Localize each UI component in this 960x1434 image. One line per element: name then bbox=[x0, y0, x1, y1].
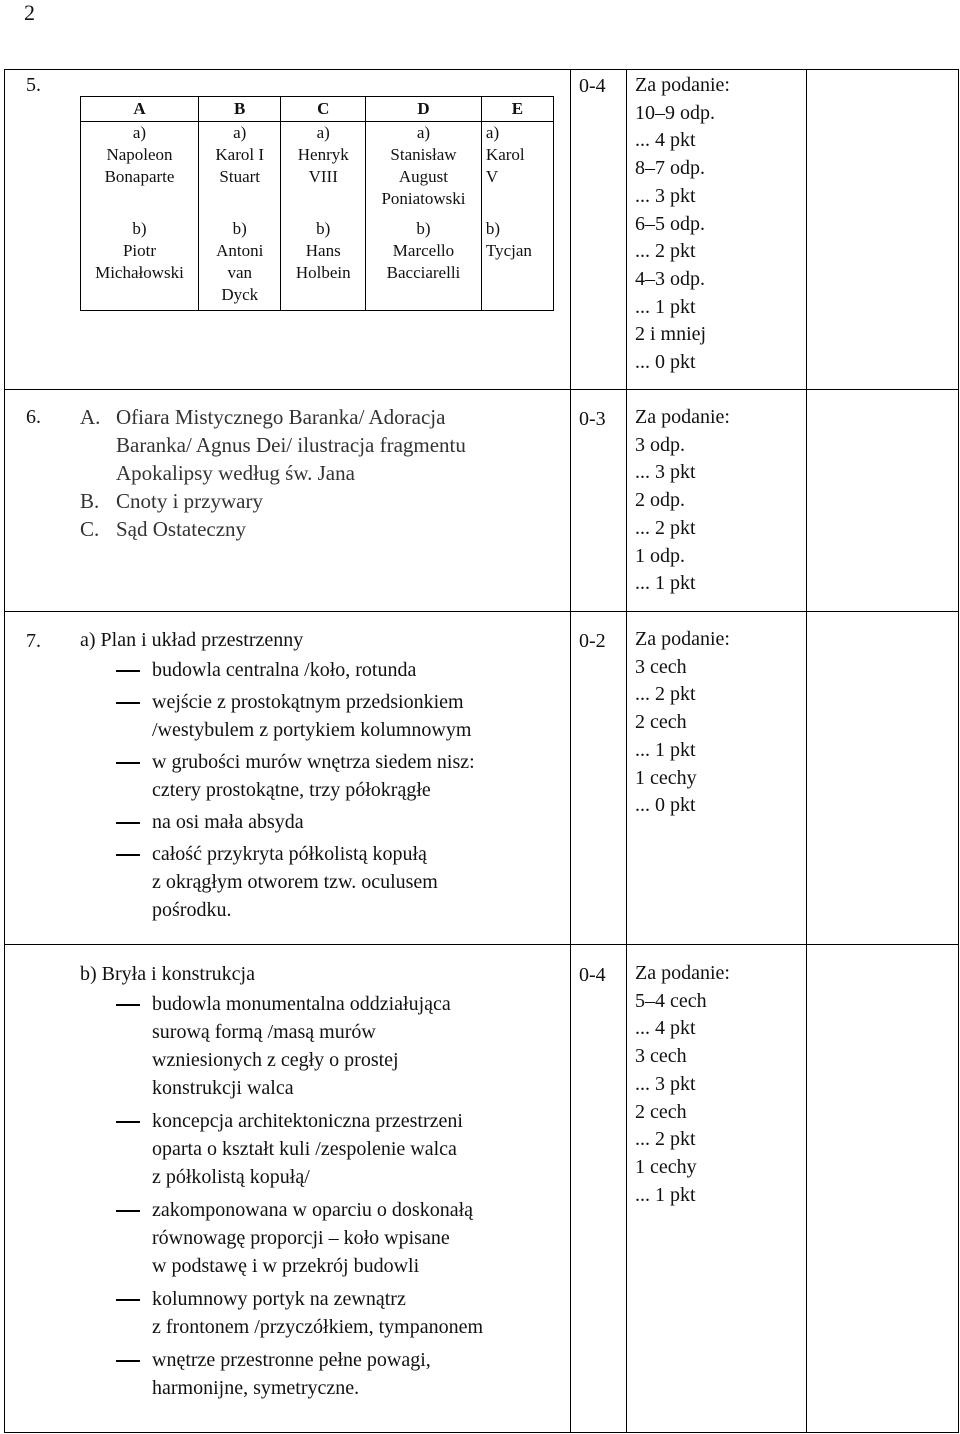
q7-part-a bbox=[80, 626, 475, 924]
criteria-line: 2 odp. bbox=[635, 489, 685, 512]
bullet-text: zakomponowana w oparciu o doskonałą równowagę proporcji – koło wpisane w podstawę i w przekrój budowli bbox=[152, 1199, 474, 1277]
q6-item-b bbox=[80, 487, 466, 515]
q5-matching-table bbox=[80, 96, 554, 311]
bullet-item bbox=[80, 1346, 483, 1402]
cell-text: b) Piotr Michałowski bbox=[95, 218, 184, 282]
criteria-line: 3 odp. bbox=[635, 433, 685, 456]
q5-points: 0-4 bbox=[579, 75, 606, 97]
criteria-line: 3 cech bbox=[635, 1045, 687, 1068]
bullet-text: na osi mała absyda bbox=[152, 811, 304, 833]
bullet-text: kolumnowy portyk na zewnątrz z frontonem /przyczółkiem, tympanonem bbox=[152, 1288, 484, 1338]
bullet-item bbox=[80, 1107, 483, 1191]
row-divider-3 bbox=[4, 944, 958, 945]
criteria-line: Za podanie: bbox=[635, 74, 730, 96]
criteria-line: ... 2 pkt bbox=[635, 1128, 696, 1151]
criteria-line: ... 1 pkt bbox=[635, 1183, 696, 1206]
dash-bullet bbox=[116, 822, 140, 824]
column-divider-2 bbox=[626, 69, 627, 1433]
criteria-line: 3 cech bbox=[635, 655, 687, 678]
criteria-line: ... 1 pkt bbox=[635, 572, 696, 595]
item-text: Cnoty i przywary bbox=[116, 489, 263, 513]
q5-cell-e-a bbox=[481, 122, 553, 214]
bullet-text: całość przykryta półkolistą kopułą z okrągłym otworem tzw. oculusem pośrodku. bbox=[152, 843, 438, 921]
q5-row-b bbox=[81, 214, 554, 311]
criteria-line: ... 1 pkt bbox=[635, 738, 696, 761]
question-7-number: 7. bbox=[26, 630, 41, 652]
item-label: C. bbox=[80, 517, 100, 541]
cell-text: a) Napoleon Bonaparte bbox=[104, 123, 175, 186]
criteria-line: 1 odp. bbox=[635, 544, 685, 567]
criteria-line: 2 cech bbox=[635, 1100, 687, 1123]
q5-header-b: B bbox=[198, 97, 280, 122]
item-text: Ofiara Mistycznego Baranka/ Adoracja Baranka/ Agnus Dei/ ilustracja fragmentu Apokalipsy według św. Jana bbox=[116, 405, 466, 485]
criteria-line: Za podanie: bbox=[635, 406, 730, 428]
bullet-text: wejście z prostokątnym przedsionkiem /westybulem z portykiem kolumnowym bbox=[152, 691, 472, 741]
question-6-number: 6. bbox=[26, 406, 41, 428]
item-text: Sąd Ostateczny bbox=[116, 517, 247, 541]
column-divider-3 bbox=[806, 69, 807, 1433]
criteria-line: ... 2 pkt bbox=[635, 240, 696, 263]
dash-bullet bbox=[116, 670, 140, 672]
bullet-item bbox=[80, 688, 475, 744]
q5-cell-e-b bbox=[481, 214, 553, 311]
criteria-line: Za podanie: bbox=[635, 628, 730, 650]
q5-cell-a-b bbox=[81, 214, 199, 311]
q5-header-e: E bbox=[481, 97, 553, 122]
q5-cell-c-a bbox=[281, 122, 366, 214]
criteria-line: 8–7 odp. bbox=[635, 157, 705, 180]
dash-bullet bbox=[116, 854, 140, 856]
bullet-item bbox=[80, 748, 475, 804]
cell-text: a) Karol I Stuart bbox=[215, 123, 265, 186]
q7b-criteria bbox=[635, 960, 730, 1209]
question-5-number: 5. bbox=[26, 74, 41, 96]
bullet-item bbox=[80, 1196, 483, 1280]
q7b-points: 0-4 bbox=[579, 964, 606, 986]
q5-cell-d-a bbox=[366, 122, 482, 214]
criteria-line: 1 cechy bbox=[635, 766, 697, 789]
table-border-bottom bbox=[4, 1432, 958, 1433]
bullet-item bbox=[80, 1285, 483, 1341]
criteria-line: Za podanie: bbox=[635, 962, 730, 984]
bullet-item bbox=[80, 990, 483, 1102]
column-divider-1 bbox=[570, 69, 571, 1433]
bullet-text: w grubości murów wnętrza siedem nisz: cztery prostokątne, trzy półokrągłe bbox=[152, 751, 475, 801]
criteria-line: 1 cechy bbox=[635, 1155, 697, 1178]
item-label: B. bbox=[80, 489, 100, 513]
table-border-top bbox=[4, 69, 958, 70]
cell-text: a) Henryk VIII bbox=[297, 123, 349, 186]
criteria-line: ... 4 pkt bbox=[635, 1017, 696, 1040]
cell-text: b) Hans Holbein bbox=[295, 218, 351, 282]
cell-text: a) Stanisław August Poniatowski bbox=[381, 123, 466, 208]
criteria-line: ... 1 pkt bbox=[635, 295, 696, 318]
q5-cell-d-b bbox=[366, 214, 482, 311]
table-border-left bbox=[4, 69, 5, 1433]
criteria-line: ... 0 pkt bbox=[635, 351, 696, 374]
dash-bullet bbox=[116, 1210, 140, 1212]
bullet-item bbox=[80, 656, 475, 684]
dash-bullet bbox=[116, 1360, 140, 1362]
bullet-item bbox=[80, 840, 475, 924]
q6-answers bbox=[80, 403, 466, 543]
section-title: a) Plan i układ przestrzenny bbox=[80, 629, 304, 651]
cell-text: a) Karol V bbox=[485, 123, 525, 186]
item-label: A. bbox=[80, 405, 101, 429]
q5-row-a bbox=[81, 122, 554, 214]
bullet-text: koncepcja architektoniczna przestrzeni oparta o kształt kuli /zespolenie walca z półkolistą kopułą/ bbox=[152, 1110, 463, 1188]
criteria-line: 5–4 cech bbox=[635, 989, 707, 1012]
bullet-text: budowla centralna /koło, rotunda bbox=[152, 659, 417, 681]
q6-item-a bbox=[80, 403, 466, 487]
q7-part-b bbox=[80, 960, 483, 1402]
cell-text: b) Marcello Bacciarelli bbox=[386, 218, 461, 282]
criteria-line: ... 2 pkt bbox=[635, 516, 696, 539]
q5-cell-b-a bbox=[198, 122, 280, 214]
cell-text: b) Antoni van Dyck bbox=[216, 218, 264, 304]
criteria-line: ... 0 pkt bbox=[635, 794, 696, 817]
bullet-text: wnętrze przestronne pełne powagi, harmonijne, symetryczne. bbox=[152, 1349, 431, 1399]
q5-cell-c-b bbox=[281, 214, 366, 311]
criteria-line: 2 i mniej bbox=[635, 323, 707, 346]
q6-criteria bbox=[635, 404, 730, 598]
dash-bullet bbox=[116, 1299, 140, 1301]
q5-header-a: A bbox=[81, 97, 199, 122]
table-border-right bbox=[958, 69, 959, 1433]
criteria-line: ... 2 pkt bbox=[635, 683, 696, 706]
row-divider-1 bbox=[4, 389, 958, 390]
q5-cell-b-b bbox=[198, 214, 280, 311]
page-number: 2 bbox=[24, 0, 35, 25]
criteria-line: ... 3 pkt bbox=[635, 461, 696, 484]
dash-bullet bbox=[116, 762, 140, 764]
criteria-line: ... 4 pkt bbox=[635, 129, 696, 152]
q7a-criteria bbox=[635, 626, 730, 820]
row-divider-2 bbox=[4, 611, 958, 612]
criteria-line: 2 cech bbox=[635, 711, 687, 734]
q5-header-row bbox=[81, 97, 554, 122]
q7a-points: 0-2 bbox=[579, 630, 606, 652]
criteria-line: ... 3 pkt bbox=[635, 1072, 696, 1095]
dash-bullet bbox=[116, 1004, 140, 1006]
criteria-line: 10–9 odp. bbox=[635, 101, 715, 124]
bullet-item bbox=[80, 808, 475, 836]
q5-criteria bbox=[635, 72, 730, 377]
bullet-text: budowla monumentalna oddziałująca surową formą /masą murów wzniesionych z cegły o prostej konstrukcji walca bbox=[152, 993, 451, 1099]
q5-cell-a-a bbox=[81, 122, 199, 214]
cell-text: b) Tycjan bbox=[485, 218, 532, 260]
dash-bullet bbox=[116, 1121, 140, 1123]
q5-header-d: D bbox=[366, 97, 482, 122]
section-title: b) Bryła i konstrukcja bbox=[80, 963, 255, 985]
criteria-line: ... 3 pkt bbox=[635, 184, 696, 207]
q5-header-c: C bbox=[281, 97, 366, 122]
q6-item-c bbox=[80, 515, 466, 543]
criteria-line: 6–5 odp. bbox=[635, 212, 705, 235]
dash-bullet bbox=[116, 702, 140, 704]
q6-points: 0-3 bbox=[579, 408, 606, 430]
criteria-line: 4–3 odp. bbox=[635, 267, 705, 290]
